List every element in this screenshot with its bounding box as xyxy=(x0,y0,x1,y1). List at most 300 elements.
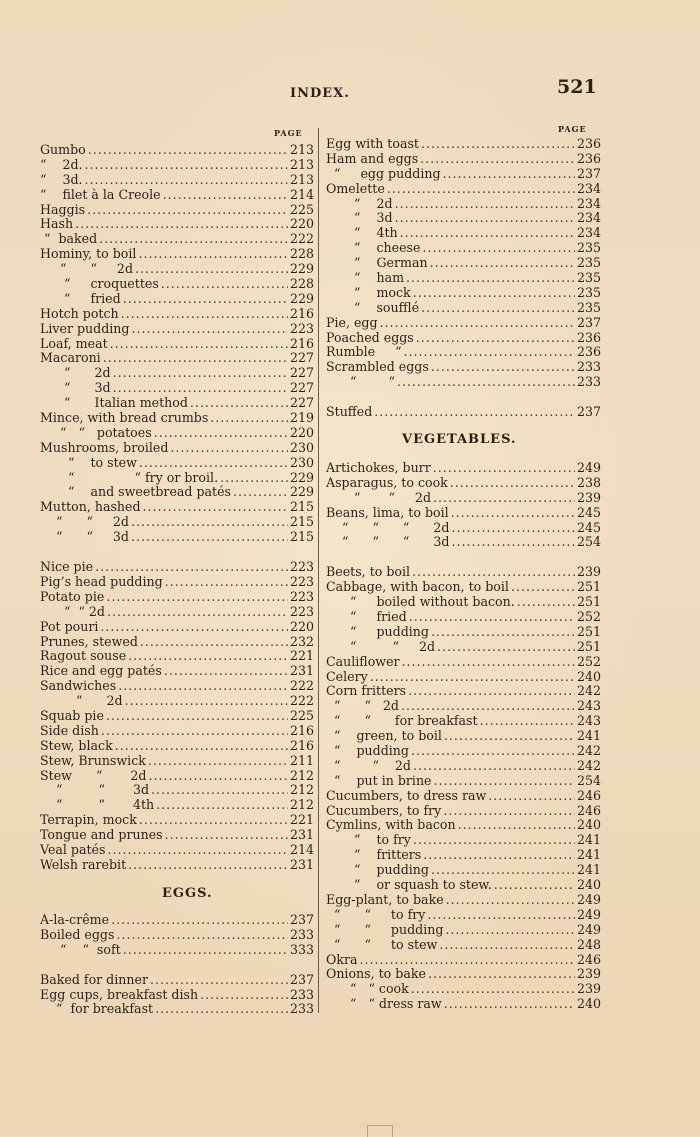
eggs-section-title: EGGS. xyxy=(162,886,213,901)
page-number: 521 xyxy=(557,76,597,98)
dot-leader xyxy=(113,366,288,381)
entry-title: “ 2d xyxy=(40,694,123,709)
entry-title: Gumbo xyxy=(40,143,86,157)
entry-title: Stew “ 2d xyxy=(40,768,147,783)
entry-title: Stew, Brunswick xyxy=(40,753,146,768)
entry-title: “ to stew xyxy=(40,455,137,470)
entry-title: “ “ cook xyxy=(326,982,409,997)
entry-page: 228 xyxy=(289,277,314,292)
dot-leader xyxy=(107,843,287,858)
dot-leader xyxy=(154,426,288,441)
dot-leader xyxy=(494,878,575,893)
index-entry xyxy=(40,411,314,426)
dot-leader xyxy=(380,316,575,331)
right-entries xyxy=(326,137,601,420)
index-entry xyxy=(40,277,314,292)
entry-gap xyxy=(40,545,314,560)
entry-title: “ “ “ 3d xyxy=(326,535,450,550)
dot-leader xyxy=(165,575,288,590)
entry-page: 233 xyxy=(576,360,601,375)
dot-leader xyxy=(139,456,288,471)
dot-leader xyxy=(200,988,288,1003)
dot-leader xyxy=(87,203,288,218)
entry-title: Ham and eggs xyxy=(326,151,419,166)
dot-leader xyxy=(517,595,575,610)
entry-title: “ 3d. xyxy=(40,172,83,187)
entry-title: À-la-crême xyxy=(40,913,110,927)
index-entry xyxy=(326,271,601,286)
entry-title: “ pudding xyxy=(326,863,429,878)
entry-title: “ “ pudding xyxy=(326,922,444,937)
dot-leader xyxy=(148,769,287,784)
entry-page: 242 xyxy=(576,744,601,759)
entry-title: Pig’s head pudding xyxy=(40,574,163,589)
entry-title: Hominy, to boil xyxy=(40,247,137,262)
index-entry xyxy=(326,256,601,271)
dot-leader xyxy=(409,610,575,625)
entry-page: 212 xyxy=(289,798,314,813)
entry-title: “ “ 2d xyxy=(326,758,411,773)
entry-page: 238 xyxy=(576,475,601,490)
entry-page: 219 xyxy=(289,411,314,426)
entry-page: 223 xyxy=(289,604,314,619)
index-entry xyxy=(40,500,314,515)
index-entry xyxy=(326,640,601,655)
dot-leader xyxy=(170,441,288,456)
entry-page: 227 xyxy=(289,396,314,411)
entry-page: 249 xyxy=(576,922,601,937)
dot-leader xyxy=(128,649,288,664)
index-entry xyxy=(326,211,601,226)
index-entry xyxy=(40,232,314,247)
index-entry xyxy=(40,485,314,500)
entry-title: Poached eggs xyxy=(326,330,414,345)
entry-title: “ “ 3d xyxy=(40,783,150,798)
dot-leader xyxy=(421,301,575,316)
entry-page: 242 xyxy=(576,758,601,773)
entry-page: 234 xyxy=(576,211,601,226)
entry-page: 229 xyxy=(289,291,314,306)
entry-title: “ 2d. xyxy=(40,157,83,172)
index-entry xyxy=(326,818,601,833)
entry-title: “ “ 2d xyxy=(326,490,432,505)
entry-title: “ fried xyxy=(326,610,407,625)
entry-title: Artichokes, burr xyxy=(326,461,431,475)
entry-title: “ “ 2d xyxy=(40,262,134,277)
entry-title: “ “ 4th xyxy=(40,798,155,813)
entry-page: 227 xyxy=(289,366,314,381)
index-entry xyxy=(40,943,314,958)
entry-page: 216 xyxy=(289,336,314,351)
index-entry xyxy=(40,709,314,724)
dot-leader xyxy=(413,833,575,848)
index-entry xyxy=(326,580,601,595)
index-entry xyxy=(40,664,314,679)
entry-title: “ to fry xyxy=(326,833,411,848)
entry-title: Loaf, meat xyxy=(40,336,108,351)
entry-page: 236 xyxy=(576,137,601,151)
entry-title: “ German xyxy=(326,256,428,271)
entry-title: Scrambled eggs xyxy=(326,360,429,375)
entry-title: Cucumbers, to dress raw xyxy=(326,788,487,803)
index-entry xyxy=(40,262,314,277)
index-entry xyxy=(40,988,314,1003)
index-entry xyxy=(326,714,601,729)
entry-page: 227 xyxy=(289,381,314,396)
entry-page: 235 xyxy=(576,256,601,271)
entry-title: “ pudding xyxy=(326,744,409,759)
entry-page: 251 xyxy=(576,639,601,654)
entry-title: “ cheese xyxy=(326,241,421,256)
entry-title: Pot pouri xyxy=(40,619,99,634)
dot-leader xyxy=(434,774,575,789)
entry-page: 240 xyxy=(576,818,601,833)
entry-page: 225 xyxy=(289,202,314,217)
entry-page: 221 xyxy=(289,813,314,828)
index-entry xyxy=(40,143,314,158)
entry-title: Onions, to bake xyxy=(326,967,426,982)
dot-leader xyxy=(413,286,575,301)
dot-leader xyxy=(106,590,288,605)
dot-leader xyxy=(443,804,575,819)
index-entry xyxy=(40,724,314,739)
entry-title: Hash xyxy=(40,217,74,232)
entry-title: “ soufflé xyxy=(326,300,420,315)
entry-page: 221 xyxy=(289,649,314,664)
index-entry xyxy=(40,1002,314,1017)
entry-page: 240 xyxy=(576,878,601,893)
dot-leader xyxy=(408,684,575,699)
index-entry xyxy=(326,699,601,714)
entry-title: Pie, egg xyxy=(326,315,378,330)
index-entry xyxy=(40,828,314,843)
entry-title: Mutton, hashed xyxy=(40,500,141,515)
index-entry xyxy=(40,456,314,471)
index-entry xyxy=(326,908,601,923)
entry-title: Terrapin, mock xyxy=(40,813,137,828)
entry-title: Egg-plant, to bake xyxy=(326,892,444,907)
dot-leader xyxy=(439,938,575,953)
index-entry xyxy=(40,381,314,396)
dot-leader xyxy=(433,491,575,506)
entry-page: 216 xyxy=(289,738,314,753)
entry-title: Rumble “ xyxy=(326,345,402,360)
entry-title: “ 2d xyxy=(326,196,393,211)
index-entry xyxy=(326,863,601,878)
entry-title: “ 4th xyxy=(326,226,398,241)
entry-page: 251 xyxy=(576,595,601,610)
entry-title: Egg cups, breakfast dish xyxy=(40,987,199,1002)
dot-leader xyxy=(155,1002,288,1017)
index-entry xyxy=(326,137,601,152)
entry-page: 333 xyxy=(289,942,314,957)
entry-title: Cauliflower xyxy=(326,654,400,669)
dot-leader xyxy=(437,640,575,655)
dot-leader xyxy=(121,307,288,322)
entry-title: Mince, with bread crumbs xyxy=(40,411,209,426)
entry-page: 225 xyxy=(289,708,314,723)
dot-leader xyxy=(210,411,288,426)
entry-title: “ “ potatoes xyxy=(40,425,152,440)
entry-title: Liver pudding xyxy=(40,321,130,336)
dot-leader xyxy=(359,953,574,968)
dot-leader xyxy=(395,211,575,226)
dot-leader xyxy=(401,699,575,714)
index-entry xyxy=(326,982,601,997)
index-entry xyxy=(40,783,314,798)
entry-page: 235 xyxy=(576,285,601,300)
entry-title: Macaroni xyxy=(40,351,101,366)
entry-title: Hotch potch xyxy=(40,306,119,321)
index-entry xyxy=(326,521,601,536)
index-entry xyxy=(40,575,314,590)
dot-leader xyxy=(143,500,288,515)
column-rule xyxy=(318,128,319,1013)
dot-leader xyxy=(99,232,288,247)
entry-title: “ “ 2d xyxy=(40,604,105,619)
index-entry xyxy=(326,759,601,774)
entry-title: “ boiled without bacon. xyxy=(326,595,515,610)
index-entry xyxy=(326,316,601,331)
dot-leader xyxy=(428,967,575,982)
index-entry xyxy=(40,590,314,605)
entry-page: 216 xyxy=(289,306,314,321)
dot-leader xyxy=(430,256,575,271)
entry-page: 237 xyxy=(576,315,601,330)
index-entry xyxy=(326,670,601,685)
dot-leader xyxy=(85,158,288,173)
index-entry xyxy=(326,610,601,625)
dot-leader xyxy=(444,997,575,1012)
entry-page: 237 xyxy=(576,166,601,181)
dot-leader xyxy=(138,247,288,262)
dot-leader xyxy=(113,381,288,396)
index-entry xyxy=(326,655,601,670)
dot-leader xyxy=(450,476,575,491)
index-entry xyxy=(326,197,601,212)
dot-leader xyxy=(451,535,574,550)
entry-page: 249 xyxy=(576,461,601,475)
index-entry xyxy=(40,322,314,337)
index-entry xyxy=(40,694,314,709)
dot-leader xyxy=(420,152,575,167)
entry-page: 241 xyxy=(576,833,601,848)
index-entry xyxy=(40,605,314,620)
entry-page: 213 xyxy=(289,172,314,187)
entry-page: 233 xyxy=(289,1002,314,1017)
index-entry xyxy=(40,913,314,928)
index-entry xyxy=(40,366,314,381)
dot-leader xyxy=(131,515,288,530)
index-entry xyxy=(326,848,601,863)
index-entry xyxy=(326,595,601,610)
dot-leader xyxy=(165,828,288,843)
entry-title: “ “ dress raw xyxy=(326,997,442,1012)
dot-leader xyxy=(412,565,575,580)
entry-page: 212 xyxy=(289,768,314,783)
dot-leader xyxy=(404,345,575,360)
dot-leader xyxy=(423,848,575,863)
entry-page: 211 xyxy=(289,753,314,768)
index-entry xyxy=(326,938,601,953)
running-head: INDEX. xyxy=(290,86,350,101)
index-entry xyxy=(326,804,601,819)
entry-title: Cymlins, with bacon xyxy=(326,818,456,833)
entry-page: 223 xyxy=(289,574,314,589)
entry-page: 249 xyxy=(576,907,601,922)
index-entry xyxy=(326,360,601,375)
entry-page: 223 xyxy=(289,321,314,336)
bottom-mark xyxy=(367,1125,393,1137)
entry-page: 236 xyxy=(576,330,601,345)
entry-gap xyxy=(326,550,601,565)
index-entry xyxy=(326,565,601,580)
entry-title: Welsh rarebit xyxy=(40,857,127,872)
index-entry xyxy=(326,878,601,893)
entry-page: 233 xyxy=(289,987,314,1002)
index-entry xyxy=(40,292,314,307)
entry-title: “ “ 2d xyxy=(40,515,129,530)
index-entry xyxy=(40,396,314,411)
entry-title: Tongue and prunes xyxy=(40,828,163,843)
entry-title: Egg with toast xyxy=(326,137,419,151)
dot-leader xyxy=(421,137,575,152)
index-entry xyxy=(40,217,314,232)
entry-page: 243 xyxy=(576,699,601,714)
dot-leader xyxy=(395,197,575,212)
entry-page: 235 xyxy=(576,241,601,256)
entry-title: “ mock xyxy=(326,285,411,300)
index-entry xyxy=(40,679,314,694)
entry-title: Rice and egg patés xyxy=(40,664,162,679)
dot-leader xyxy=(131,530,288,545)
entry-page: 237 xyxy=(289,913,314,927)
index-entry xyxy=(40,620,314,635)
entry-page: 215 xyxy=(289,530,314,545)
index-entry xyxy=(326,405,601,420)
entry-title: “ pudding xyxy=(326,624,429,639)
entry-page: 222 xyxy=(289,679,314,694)
dot-leader xyxy=(163,188,288,203)
dot-leader xyxy=(164,664,288,679)
entry-page: 214 xyxy=(289,187,314,202)
entry-title: Beets, to boil xyxy=(326,565,411,580)
dot-leader xyxy=(139,813,288,828)
index-entry xyxy=(326,182,601,197)
dot-leader xyxy=(125,694,288,709)
index-entry xyxy=(326,625,601,640)
index-entry xyxy=(40,798,314,813)
index-entry xyxy=(326,953,601,968)
entry-page: 246 xyxy=(576,788,601,803)
entry-page: 239 xyxy=(576,982,601,997)
entry-title: “ “ fry or broil. xyxy=(40,470,219,485)
dot-leader xyxy=(116,928,288,943)
entry-title: “ 3d xyxy=(40,381,111,396)
index-entry xyxy=(40,247,314,262)
vegetables-section-title: VEGETABLES. xyxy=(402,432,517,447)
entry-page: 229 xyxy=(289,470,314,485)
entry-page: 254 xyxy=(576,773,601,788)
entry-page: 229 xyxy=(289,485,314,500)
entry-title: “ for breakfast xyxy=(40,1002,154,1017)
dot-leader xyxy=(431,863,575,878)
index-entry xyxy=(326,286,601,301)
dot-leader xyxy=(151,783,288,798)
dot-leader xyxy=(400,226,575,241)
entry-page: 234 xyxy=(576,181,601,196)
index-entry xyxy=(326,774,601,789)
index-entry xyxy=(326,226,601,241)
dot-leader xyxy=(402,655,575,670)
dot-leader xyxy=(488,789,575,804)
index-entry xyxy=(326,893,601,908)
index-entry xyxy=(40,635,314,650)
dot-leader xyxy=(115,739,288,754)
dot-leader xyxy=(431,360,575,375)
entry-title: “ “ 2d xyxy=(326,699,399,714)
index-entry xyxy=(40,188,314,203)
entry-title: Stew, black xyxy=(40,738,113,753)
entry-gap xyxy=(326,390,601,405)
dot-leader xyxy=(451,506,575,521)
dot-leader xyxy=(431,625,575,640)
index-entry xyxy=(40,858,314,873)
eggs-entries xyxy=(40,913,314,1017)
entry-page: 212 xyxy=(289,783,314,798)
entry-page: 235 xyxy=(576,271,601,286)
index-entry xyxy=(40,843,314,858)
entry-title: “ green, to boil xyxy=(326,729,442,744)
index-entry xyxy=(40,769,314,784)
dot-leader xyxy=(406,271,575,286)
entry-gap xyxy=(40,958,314,973)
entry-page: 223 xyxy=(289,560,314,575)
entry-page: 246 xyxy=(576,952,601,967)
entry-title: Celery xyxy=(326,669,368,684)
dot-leader xyxy=(140,635,288,650)
entry-title: “ “ soft xyxy=(40,942,121,957)
index-entry xyxy=(326,241,601,256)
index-entry xyxy=(326,301,601,316)
dot-leader xyxy=(413,759,575,774)
entry-page: 240 xyxy=(576,669,601,684)
dot-leader xyxy=(88,143,288,158)
entry-title: Prunes, stewed xyxy=(40,634,138,649)
index-entry xyxy=(40,351,314,366)
entry-title: Boiled eggs xyxy=(40,927,115,942)
entry-page: 213 xyxy=(289,157,314,172)
dot-leader xyxy=(220,471,288,486)
index-entry xyxy=(326,789,601,804)
entry-title: “ or squash to stew. xyxy=(326,878,492,893)
index-entry xyxy=(40,813,314,828)
dot-leader xyxy=(150,973,288,988)
entry-title: “ filet à la Creole xyxy=(40,187,161,202)
entry-page: 220 xyxy=(289,619,314,634)
entry-title: “ “ for breakfast xyxy=(326,714,478,729)
index-entry xyxy=(40,307,314,322)
entry-page: 222 xyxy=(289,694,314,709)
entry-page: 234 xyxy=(576,196,601,211)
entry-title: “ “ 2d xyxy=(326,639,436,654)
entry-title: Mushrooms, broiled xyxy=(40,440,169,455)
dot-leader xyxy=(387,182,575,197)
index-entry xyxy=(326,461,601,476)
entry-page: 249 xyxy=(576,892,601,907)
entry-page: 254 xyxy=(576,535,601,550)
entry-page: 230 xyxy=(289,440,314,455)
